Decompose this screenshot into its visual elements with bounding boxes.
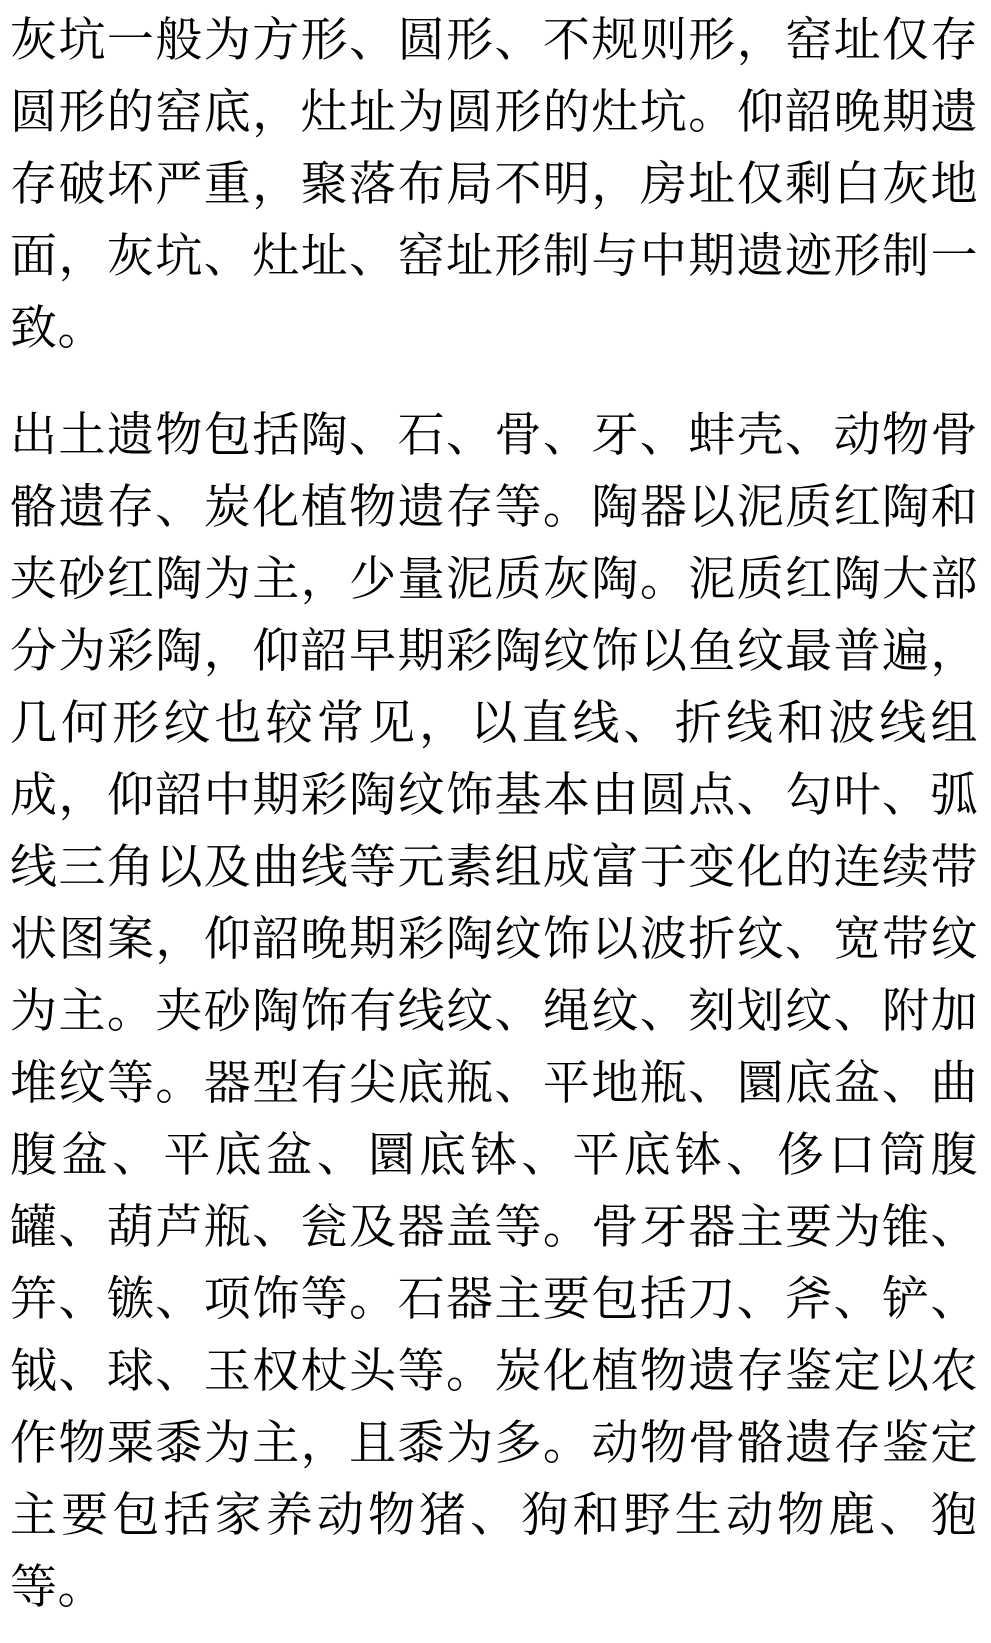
paragraph-unearthed-relics: 出土遗物包括陶、石、骨、牙、蚌壳、动物骨骼遗存、炭化植物遗存等。陶器以泥质红陶和夹砂红陶为主，少量泥质灰陶。泥质红陶大部分为彩陶，仰韶早期彩陶纹饰以鱼纹最普遍，几何形纹也较常见，以直线、折线和波线组成，仰韶中期彩陶纹饰基本由圆点、勾叶、弧线三角以及曲线等元素组成富于变化的连续带状图案，仰韶晚期彩陶纹饰以波折纹、宽带纹为主。夹砂陶饰有线纹、绳纹、刻划纹、附加堆纹等。器型有尖底瓶、平地瓶、圜底盆、曲腹盆、平底盆、圜底钵、平底钵、侈口筒腹罐、葫芦瓶、瓮及器盖等。骨牙器主要为锥、笄、镞、项饰等。石器主要包括刀、斧、铲、钺、球、玉权杖头等。炭化植物遗存鉴定以农作物粟黍为主，且黍为多。动物骨骼遗存鉴定主要包括家养动物猪、狗和野生动物鹿、狍等。: [10, 408, 978, 1613]
paragraph-site-features: 灰坑一般为方形、圆形、不规则形，窑址仅存圆形的窑底，灶址为圆形的灶坑。仰韶晚期遗存破坏严重，聚落布局不明，房址仅剩白灰地面，灰坑、灶址、窑址形制与中期遗迹形制一致。: [10, 13, 978, 354]
